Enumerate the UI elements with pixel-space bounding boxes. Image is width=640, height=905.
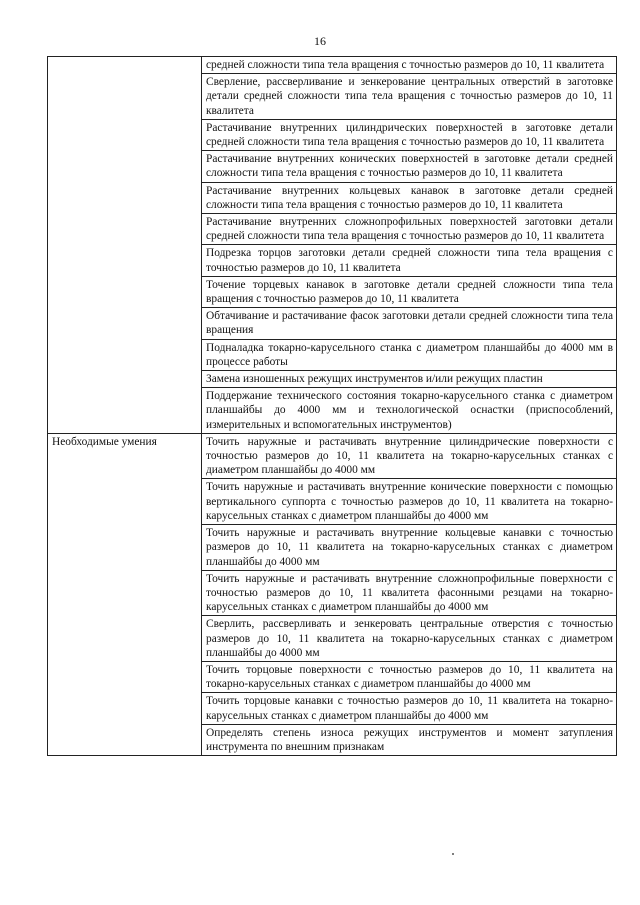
section-label xyxy=(48,57,202,434)
table-cell-item: Растачивание внутренних кольцевых канавок в заготовке детали средней сложности типа тела вращения с точностью размеров до 10, 11 квалитета xyxy=(202,182,617,213)
table-cell-item: Точение торцевых канавок в заготовке детали средней сложности типа тела вращения с точностью размеров до 10, 11 квалитета xyxy=(202,276,617,307)
table-cell-item: Подрезка торцов заготовки детали средней сложности типа тела вращения с точностью размеров до 10, 11 квалитета xyxy=(202,245,617,276)
competency-table xyxy=(47,56,617,756)
table-cell-item: Поддержание технического состояния токарно-карусельного станка с диаметром планшайбы до 4000 мм и технологической оснастки (приспособлений, измерительных и вспомогательных инструментов) xyxy=(202,388,617,434)
table-cell-item: Точить наружные и растачивать внутренние конические поверхности с помощью вертикального суппорта с точностью размеров до 10, 11 квалитета на токарно-карусельных станках с диаметром планшайбы до 4000 мм xyxy=(202,479,617,525)
page-number: 16 xyxy=(314,34,326,48)
table-body xyxy=(48,57,617,756)
table-cell-item: Сверление, рассверливание и зенкерование центральных отверстий в заготовке детали средней сложности типа тела вращения с точностью размеров до 10, 11 квалитета xyxy=(202,74,617,120)
table-cell-item: Растачивание внутренних конических поверхностей в заготовке детали средней сложности типа тела вращения с точностью размеров до 10, 11 квалитета xyxy=(202,151,617,182)
table-cell-item: Растачивание внутренних сложнопрофильных поверхностей заготовки детали средней сложности типа тела вращения с точностью размеров до 10, 11 квалитета xyxy=(202,214,617,245)
table-cell-item: Точить торцовые канавки с точностью размеров до 10, 11 квалитета на токарно-карусельных станках с диаметром планшайбы до 4000 мм xyxy=(202,693,617,724)
table-row xyxy=(48,433,617,479)
scan-speck xyxy=(452,853,454,855)
table-cell-item: Точить наружные и растачивать внутренние сложнопрофильные поверхности с точностью размеров до 10, 11 квалитета фасонными резцами на токарно-карусельных станках с диаметром планшайбы до 4000 мм xyxy=(202,570,617,616)
table-cell-item: Растачивание внутренних цилиндрических поверхностей в заготовке детали средней сложности типа тела вращения с точностью размеров до 10, 11 квалитета xyxy=(202,119,617,150)
table-cell-item: Сверлить, рассверливать и зенкеровать центральные отверстия с точностью размеров до 10, 11 квалитета на токарно-карусельных станках с диаметром планшайбы до 4000 мм xyxy=(202,616,617,662)
table-cell-item: Точить наружные и растачивать внутренние цилиндрические поверхности с точностью размеров до 10, 11 квалитета на токарно-карусельных станках с диаметром планшайбы до 4000 мм xyxy=(202,433,617,479)
section-label: Необходимые умения xyxy=(48,433,202,755)
table-row xyxy=(48,57,617,74)
table-cell-item: Точить торцовые поверхности с точностью размеров до 10, 11 квалитета на токарно-карусельных станках с диаметром планшайбы до 4000 мм xyxy=(202,661,617,692)
table-cell-item: Обтачивание и растачивание фасок заготовки детали средней сложности типа тела вращения xyxy=(202,308,617,339)
table-cell-item: Точить наружные и растачивать внутренние кольцевые канавки с точностью размеров до 10, 11 квалитета на токарно-карусельных станках с диаметром планшайбы до 4000 мм xyxy=(202,525,617,571)
table-cell-item: Подналадка токарно-карусельного станка с диаметром планшайбы до 4000 мм в процессе работы xyxy=(202,339,617,370)
table-cell-item: Замена изношенных режущих инструментов и/или режущих пластин xyxy=(202,371,617,388)
table-cell-item: средней сложности типа тела вращения с точностью размеров до 10, 11 квалитета xyxy=(202,57,617,74)
table-cell-item: Определять степень износа режущих инструментов и момент затупления инструмента по внешним признакам xyxy=(202,724,617,755)
